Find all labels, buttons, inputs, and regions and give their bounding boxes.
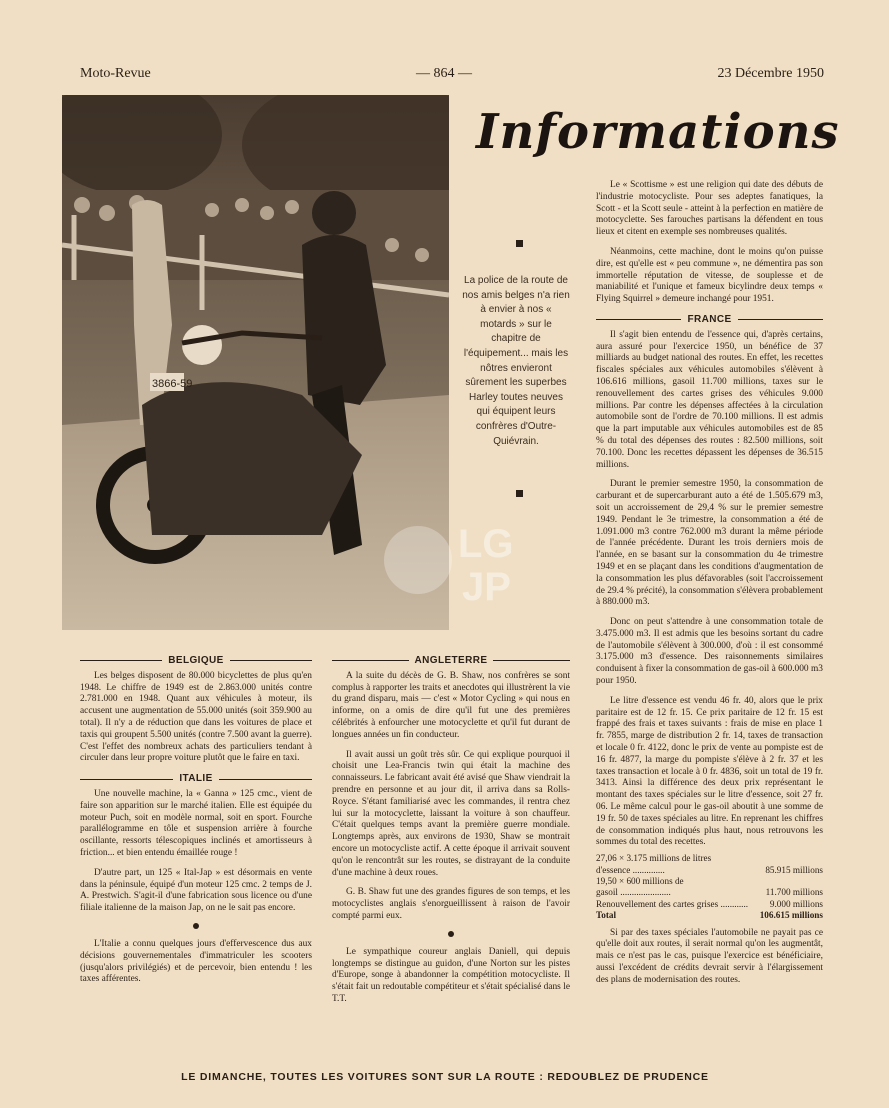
page-header [80, 66, 824, 86]
italie-paragraph: L'Italie a connu quelques jours d'effervescence dus aux décisions gouvernementales d'immatriculer les scooters (jusqu'alors privilégiés) et de percevoir, bien entendu ! les taxes afférentes. [80, 938, 312, 985]
angleterre-paragraph: A la suite du décès de G. B. Shaw, nos confrères se sont complus à rapporter les traits et anecdotes qui illustrèrent la vie du grand disparu, mais — c'est « Motor Cycling » qui nous en informe, on a omis de dire qu'il fut une des premières célébrités à enfourcher une motocyclette et qu'il fut durant de longues années un fin conducteur. [332, 670, 570, 740]
calc-row: Renouvellement des cartes grises ............ 9.000 millions [596, 898, 823, 909]
angleterre-paragraph: Le sympathique coureur anglais Daniell, qui depuis longtemps se distingue au guidon, d'une Norton sur les pistes d'Europe, songe à abandonner la compétition motocycliste. Il s'était fait un redoutable compétiteur et s'était spécialisé dans le T.T. [332, 946, 570, 1004]
france-paragraph: Si par des taxes spéciales l'automobile ne payait pas ce qu'elle doit aux routes, il serait normal qu'on les augmentât, mais ce n'est pas le cas, puisque l'exercice est bénéficiaire, aussi l'excédent de crédits devrait servir à l'élargissement des plans de modernisation des routes. [596, 927, 823, 985]
belgique-paragraph: Les belges disposent de 80.000 bicyclettes de plus qu'en 1948. Le chiffre de 1949 est de 2.863.000 unités contre 2.781.000 en 1948. Quant aux véhicules à moteur, ils accusent une augmentation de 55.000 unités (soit 359.900 au total). Il n'y a de réduction que dans les voitures de place et taxis qui groupent 5.500 unités (contre 7.500 avant la guerre). C'est l'effet des nombreux achats des particuliers tendant à circuler dans leur propre voiture plutôt que le faire en taxi. [80, 670, 312, 764]
magazine-name: Moto-Revue [80, 66, 151, 81]
bullet-square [516, 240, 523, 247]
france-heading-label: FRANCE [687, 313, 732, 325]
france-paragraph: Durant le premier semestre 1950, la consommation de carburant et de supercarburant auto a été de 1.505.679 m3, soit un accroissement de 29,4 % sur le premier semestre 1949. Pendant le 3e trimestre, la consommation a été de 1.091.000 m3 contre 762.000 m3 durant la même période de l'année précédente. Durant les trois derniers mois de l'année, en se basant sur la consommation du 4e trimestre 1949 et en se plaçant dans les conditions d'augmentation de la consommation les plus défavorables (soit l'accroissement de 29.4 % précité), la consommation s'élèvera probablement à 880.000 m3. [596, 479, 823, 608]
belgique-heading [80, 655, 312, 667]
issue-date: 23 Décembre 1950 [717, 66, 824, 81]
left-column [80, 655, 312, 1060]
angleterre-paragraph: Il avait aussi un goût très sûr. Ce qui explique pourquoi il choisit une Lea-Francis twin qui était la machine des connaisseurs. Le fabricant avait été avisé que Shaw viendrait la prendre en personne et au jour dit, il arriva dans sa Rolls-Royce. S'étant familiarisé avec les commandes, il rentra chez lui sur la motocyclette, laissant la voiture à son chauffeur. C'était quelques temps avant la première guerre mondiale. Longtemps après, aux environs de 1930, Shaw se montrait encore un motocycliste actif. A cette époque il arrivait souvent qu'on le rencontrât sur les routes, se distrayant de la conduite d'une machine à deux roues. [332, 749, 570, 878]
revenue-calculation [596, 853, 823, 921]
calc-row: d'essence .............. 85.915 millions [596, 864, 823, 875]
angleterre-paragraph: G. B. Shaw fut une des grandes figures de son temps, et les motocyclistes anglais s'enorgueillissent à raison de l'avoir compté parmi eux. [332, 887, 570, 921]
calc-row: 19,50 × 600 millions de [596, 876, 684, 887]
calc-row: gasoil ...................... 11.700 millions [596, 887, 823, 898]
france-paragraph: Donc on peut s'attendre à une consommation totale de 3.475.000 m3. Il est admis que les besoins sortant du cadre de l'automobile s'élèvent à 300.000, d'où : il est consommé 3.175.000 m3 d'essence. Des raisonnements similaires conduisent à fixer la consommation de gas-oil à 600.000 m3 pour 1950. [596, 617, 823, 687]
photo-caption: La police de la route de nos amis belges n'a rien à envier à nos « motards » sur le chapitre de l'équipement... mais les nôtres envieront sûrement les superbes Harley toutes neuves qui équipent leurs confrères d'Outre-Quiévrain. [462, 275, 570, 447]
calc-total-row: Total 106.615 millions [596, 910, 823, 921]
italie-heading [80, 773, 312, 785]
france-paragraph: Il s'agit bien entendu de l'essence qui, d'après certains, aura assuré pour l'exercice 1950, un bénéfice de 37 milliards au budget national des routes. En effet, les recettes fiscales spéciales aux véhicules automobiles s'élèvent à 106.616 millions, gasoil 11.700 millions, taxes sur le renouvellement des cartes grises des véhicules 9.000 millions. Par contre les dépenses affectées à la circulation automobile sont de l'ordre de 70.100 millions. Il est admis que la part imputable aux véhicules automobiles est de 85 % du total des dépenses des routes : 82.500 millions, soit 70.100. Donc les recettes dépassent les dépenses de 36.515 millions. [596, 329, 823, 470]
license-plate: 3866-59 [152, 378, 193, 390]
france-heading [596, 314, 823, 326]
angleterre-heading-label: ANGLETERRE [414, 655, 488, 666]
right-column [596, 180, 823, 1060]
separator-dot [193, 923, 199, 929]
footer-slogan: LE DIMANCHE, TOUTES LES VOITURES SONT SUR LA ROUTE : REDOUBLEZ DE PRUDENCE [181, 1071, 709, 1083]
bullet-square [516, 490, 523, 497]
section-title: Informations [476, 104, 840, 160]
watermark-line1: LG [458, 522, 514, 566]
scottish-paragraph: Le « Scottisme » est une religion qui date des débuts de l'industrie motocycliste. Pour ses adeptes fanatiques, la Scott - et la Scott seule - atteint à la perfection en matière de motocyclette. Ses farouches partisans la défendent en tous lieux et citent en exemple ses nombreuses qualités. [596, 180, 823, 238]
calc-row: 27,06 × 3.175 millions de litres [596, 853, 712, 864]
scottish-paragraph: Néanmoins, cette machine, dont le moins qu'on puisse dire, est qu'elle est « peu commune », ne démentira pas son immortelle réputation de vitesse, de souplesse et de maniabilité et l'unique et fameux bicylindre deux temps « Flying Squirrel » demeure inchangé pour 1951. [596, 246, 823, 305]
angleterre-heading [332, 655, 570, 667]
italie-paragraph: Une nouvelle machine, la « Ganna » 125 cmc., vient de faire son apparition sur le marché italien. Elle est équipée du moteur Puch, soit en modèle normal, soit en sport. Fourche parallélogramme en tôle et suspension arrière à fourche oscillante, ressorts télescopiques inclinés et amortisseurs à friction... et bien entendu émaillée rouge ! [80, 788, 312, 858]
belgique-heading-label: BELGIQUE [168, 655, 224, 666]
france-paragraph: Le litre d'essence est vendu 46 fr. 40, alors que le prix paritaire est de 12 fr. 15. Ce prix paritaire de 12 fr. 15 est frappé des frais et taxes suivants : frais de mise en place 1 fr. 7855, marge de distribution 2 fr. 14, taxes de transaction et locale 0 fr. 4122, donc le prix de vente au pompiste est de 16 fr. 4877, la marge du pompiste s'élève à 2 fr. 37 et les taxes transaction et locale à 0 fr. 4836, soit un total de 19 fr. 3413. Ainsi la différence des deux prix représentant le montant des taxes spéciales sur le litre d'essence, soit 27 fr. 06. Le même calcul pour le gas-oil aboutit à une somme de 19 fr. 50 de taxes spéciales au litre. En reprenant les chiffres de consommation indiqués plus haut, nous retrouvons les sommes du total des recettes. [596, 695, 823, 848]
watermark-logo [380, 505, 540, 615]
page-number: — 864 — [416, 66, 472, 81]
italie-paragraph: D'autre part, un 125 « Ital-Jap » est désormais en vente dans la péninsule, équipé d'un moteur 125 cmc. 2 temps de J. A. Prestwich. S'agit-il d'une fabrication sous licence ou d'une filiale italienne de la maison Jap, on ne le sait pas encore. [80, 867, 312, 914]
middle-column [332, 655, 570, 1060]
separator-dot [448, 931, 454, 937]
watermark-line2: JP [462, 565, 511, 609]
italie-heading-label: ITALIE [179, 773, 213, 785]
